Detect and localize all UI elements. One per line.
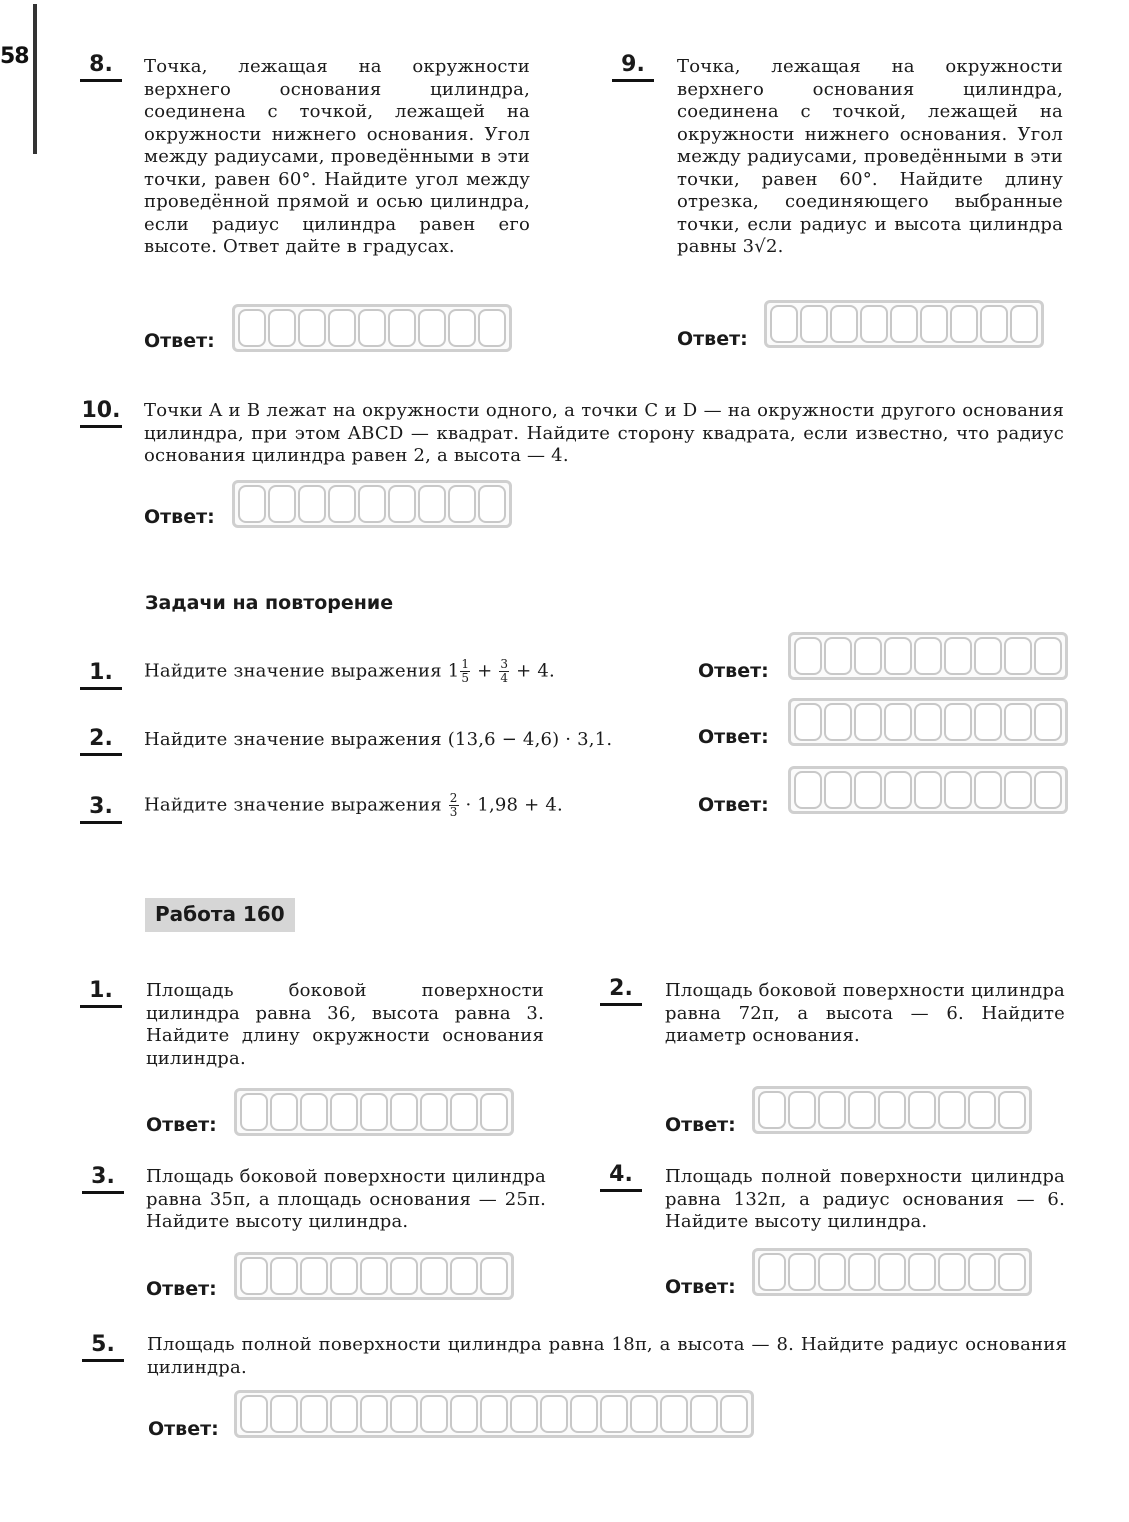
answer-cell[interactable] xyxy=(240,1395,268,1433)
answer-cell[interactable] xyxy=(448,309,476,347)
answer-cell[interactable] xyxy=(298,309,326,347)
review-prefix: Найдите значение выражения xyxy=(144,794,442,816)
work-number: 3. xyxy=(91,1164,115,1189)
answer-cell[interactable] xyxy=(330,1093,358,1131)
work-text: Площадь боковой поверхности цилиндра равна 35π, а площадь основания — 25π. Найдите высоту цилиндра. xyxy=(146,1166,546,1232)
answer-cell[interactable] xyxy=(300,1257,328,1295)
answer-cell[interactable] xyxy=(298,485,326,523)
answer-label: Ответ: xyxy=(146,1278,217,1300)
answer-cell[interactable] xyxy=(944,703,972,741)
answer-cell[interactable] xyxy=(360,1257,388,1295)
answer-label: Ответ: xyxy=(144,506,215,528)
answer-cell[interactable] xyxy=(480,1395,508,1433)
work-number: 1. xyxy=(89,978,113,1003)
answer-cell[interactable] xyxy=(800,305,828,343)
answer-cell[interactable] xyxy=(328,309,356,347)
answer-label: Ответ: xyxy=(665,1276,736,1298)
answer-cell[interactable] xyxy=(824,637,852,675)
answer-cell[interactable] xyxy=(358,485,386,523)
plus-sign: + xyxy=(477,660,493,682)
work-number: 2. xyxy=(609,976,633,1001)
answer-cell[interactable] xyxy=(854,637,882,675)
fraction: $\frac{3}{4}$ xyxy=(500,657,509,685)
answer-cell[interactable] xyxy=(1034,637,1062,675)
mixed-whole: 1 xyxy=(447,660,460,682)
task-number-underline xyxy=(82,1191,124,1194)
answer-cell[interactable] xyxy=(480,1093,508,1131)
work-number: 4. xyxy=(609,1162,633,1187)
answer-cell[interactable] xyxy=(860,305,888,343)
work-text: Площадь полной поверхности цилиндра равна 18π, а высота — 8. Найдите радиус основания цилиндра. xyxy=(147,1334,1067,1378)
answer-cells[interactable] xyxy=(234,1088,514,1136)
answer-cell[interactable] xyxy=(998,1253,1026,1291)
answer-cell[interactable] xyxy=(1004,771,1032,809)
answer-label: Ответ: xyxy=(698,660,769,682)
answer-cell[interactable] xyxy=(950,305,978,343)
answer-cell[interactable] xyxy=(824,771,852,809)
review-number: 1. xyxy=(89,660,113,685)
answer-cell[interactable] xyxy=(794,703,822,741)
answer-cell[interactable] xyxy=(974,771,1002,809)
answer-cell[interactable] xyxy=(908,1091,936,1129)
answer-cell[interactable] xyxy=(788,1253,816,1291)
task-number: 9. xyxy=(621,52,645,77)
answer-label: Ответ: xyxy=(146,1114,217,1136)
answer-cell[interactable] xyxy=(268,309,296,347)
answer-cell[interactable] xyxy=(478,309,506,347)
answer-cell[interactable] xyxy=(450,1093,478,1131)
answer-cells[interactable] xyxy=(764,300,1044,348)
answer-cell[interactable] xyxy=(270,1257,298,1295)
task-number-underline xyxy=(80,79,122,82)
answer-cell[interactable] xyxy=(240,1093,268,1131)
answer-label: Ответ: xyxy=(148,1418,219,1440)
task-number: 10. xyxy=(81,398,121,423)
answer-cell[interactable] xyxy=(328,485,356,523)
work-text: Площадь полной поверхности цилиндра равна 132π, а радиус основания — 6. Найдите высоту цилиндра. xyxy=(665,1166,1065,1232)
answer-cell[interactable] xyxy=(360,1395,388,1433)
answer-cell[interactable] xyxy=(944,637,972,675)
answer-cell[interactable] xyxy=(848,1253,876,1291)
answer-cell[interactable] xyxy=(884,703,912,741)
answer-label: Ответ: xyxy=(698,726,769,748)
task-number-underline xyxy=(80,821,122,824)
review-prefix: Найдите значение выражения xyxy=(144,660,442,682)
review-text xyxy=(144,792,563,819)
fraction: $\frac{2}{3}$ xyxy=(449,791,458,819)
answer-cell[interactable] xyxy=(974,703,1002,741)
answer-cell[interactable] xyxy=(1034,771,1062,809)
answer-cells[interactable] xyxy=(788,698,1068,746)
task-number-underline xyxy=(82,1359,124,1362)
task-number-underline xyxy=(80,687,122,690)
answer-label: Ответ: xyxy=(665,1114,736,1136)
answer-cell[interactable] xyxy=(418,309,446,347)
answer-cell[interactable] xyxy=(968,1253,996,1291)
task-text: Точка, лежащая на окружности верхнего основания цилиндра, соединена с точкой, лежащей на окружности нижнего основания. Угол между радиусами, проведёнными в эти точки, равен 60°. Найдите длину отрезка, соединяющего выбранные точки, если радиус и высота цилиндра равны 3√2. xyxy=(677,56,1063,257)
task-number-underline xyxy=(600,1189,642,1192)
answer-cell[interactable] xyxy=(830,305,858,343)
review-number: 3. xyxy=(89,794,113,819)
answer-cell[interactable] xyxy=(448,485,476,523)
answer-cell[interactable] xyxy=(818,1253,846,1291)
task-number-underline xyxy=(80,753,122,756)
answer-cell[interactable] xyxy=(818,1091,846,1129)
task-number-underline xyxy=(80,1005,122,1008)
answer-cells[interactable] xyxy=(232,480,512,528)
answer-cell[interactable] xyxy=(1010,305,1038,343)
answer-cell[interactable] xyxy=(998,1091,1026,1129)
answer-cell[interactable] xyxy=(944,771,972,809)
answer-label: Ответ: xyxy=(677,328,748,350)
answer-cell[interactable] xyxy=(854,771,882,809)
task-number-underline xyxy=(612,79,654,82)
answer-cell[interactable] xyxy=(478,485,506,523)
answer-cell[interactable] xyxy=(794,637,822,675)
answer-cell[interactable] xyxy=(418,485,446,523)
answer-cell[interactable] xyxy=(660,1395,688,1433)
answer-cell[interactable] xyxy=(920,305,948,343)
answer-cell[interactable] xyxy=(480,1257,508,1295)
answer-cells[interactable] xyxy=(232,304,512,352)
answer-cell[interactable] xyxy=(968,1091,996,1129)
answer-cell[interactable] xyxy=(330,1395,358,1433)
answer-cell[interactable] xyxy=(420,1257,448,1295)
answer-cell[interactable] xyxy=(420,1395,448,1433)
answer-cell[interactable] xyxy=(848,1091,876,1129)
answer-cell[interactable] xyxy=(1004,703,1032,741)
answer-cell[interactable] xyxy=(720,1395,748,1433)
section-title: Задачи на повторение xyxy=(145,592,394,614)
answer-cell[interactable] xyxy=(878,1253,906,1291)
answer-cell[interactable] xyxy=(358,309,386,347)
answer-cell[interactable] xyxy=(240,1257,268,1295)
answer-cell[interactable] xyxy=(388,485,416,523)
answer-cell[interactable] xyxy=(450,1395,478,1433)
answer-cell[interactable] xyxy=(884,637,912,675)
answer-cell[interactable] xyxy=(270,1093,298,1131)
task-text: Точки A и B лежат на окружности одного, а точки C и D — на окружности другого основания цилиндра, при этом ABCD — квадрат. Найдите сторону квадрата, если известно, что радиус основания цилиндра равен 2, а высота — 4. xyxy=(144,400,1064,466)
answer-cell[interactable] xyxy=(890,305,918,343)
answer-cell[interactable] xyxy=(908,1253,936,1291)
answer-cell[interactable] xyxy=(540,1395,568,1433)
answer-cell[interactable] xyxy=(824,703,852,741)
answer-cell[interactable] xyxy=(854,703,882,741)
answer-cells[interactable] xyxy=(752,1086,1032,1134)
answer-cell[interactable] xyxy=(690,1395,718,1433)
answer-cell[interactable] xyxy=(388,309,416,347)
answer-cell[interactable] xyxy=(300,1093,328,1131)
answer-cell[interactable] xyxy=(390,1093,418,1131)
work-title: Работа 160 xyxy=(145,898,295,932)
answer-cell[interactable] xyxy=(300,1395,328,1433)
review-text xyxy=(144,658,555,685)
review-tail: + 4. xyxy=(516,660,555,682)
answer-cell[interactable] xyxy=(390,1257,418,1295)
answer-cell[interactable] xyxy=(360,1093,388,1131)
answer-cells[interactable] xyxy=(788,766,1068,814)
task-text: Точка, лежащая на окружности верхнего основания цилиндра, соединена с точкой, лежащей на окружности нижнего основания. Угол между радиусами, проведёнными в эти точки, равен 60°. Найдите угол между проведённой прямой и осью цилиндра, если радиус цилиндра равен его высоте. Ответ дайте в градусах. xyxy=(144,56,530,257)
task-number-underline xyxy=(600,1003,642,1006)
review-text: Найдите значение выражения (13,6 − 4,6) · 3,1. xyxy=(144,729,613,750)
answer-cell[interactable] xyxy=(630,1395,658,1433)
answer-label: Ответ: xyxy=(698,794,769,816)
answer-cell[interactable] xyxy=(938,1091,966,1129)
answer-cell[interactable] xyxy=(938,1253,966,1291)
answer-cell[interactable] xyxy=(268,485,296,523)
answer-cell[interactable] xyxy=(980,305,1008,343)
answer-cell[interactable] xyxy=(238,485,266,523)
answer-cell[interactable] xyxy=(270,1395,298,1433)
review-tail: · 1,98 + 4. xyxy=(465,794,563,816)
margin-bar xyxy=(33,4,37,154)
answer-cells[interactable] xyxy=(234,1390,754,1438)
answer-cell[interactable] xyxy=(330,1257,358,1295)
fraction: $\frac{1}{5}$ xyxy=(461,657,470,685)
answer-cell[interactable] xyxy=(770,305,798,343)
answer-cell[interactable] xyxy=(570,1395,598,1433)
answer-cell[interactable] xyxy=(600,1395,628,1433)
answer-cells[interactable] xyxy=(234,1252,514,1300)
answer-cell[interactable] xyxy=(788,1091,816,1129)
answer-cell[interactable] xyxy=(914,771,942,809)
answer-cell[interactable] xyxy=(884,771,912,809)
answer-cell[interactable] xyxy=(450,1257,478,1295)
answer-cell[interactable] xyxy=(390,1395,418,1433)
answer-cell[interactable] xyxy=(238,309,266,347)
task-number: 8. xyxy=(89,52,113,77)
answer-label: Ответ: xyxy=(144,330,215,352)
answer-cells[interactable] xyxy=(752,1248,1032,1296)
answer-cell[interactable] xyxy=(794,771,822,809)
answer-cell[interactable] xyxy=(1004,637,1032,675)
answer-cell[interactable] xyxy=(914,637,942,675)
page-number: 58 xyxy=(0,44,29,69)
task-number-underline xyxy=(80,425,122,428)
answer-cell[interactable] xyxy=(510,1395,538,1433)
review-number: 2. xyxy=(89,726,113,751)
answer-cells[interactable] xyxy=(788,632,1068,680)
answer-cell[interactable] xyxy=(878,1091,906,1129)
answer-cell[interactable] xyxy=(914,703,942,741)
work-text: Площадь боковой поверхности цилиндра равна 36, высота равна 3. Найдите длину окружности основания цилиндра. xyxy=(146,980,544,1069)
answer-cell[interactable] xyxy=(758,1253,786,1291)
work-text: Площадь боковой поверхности цилиндра равна 72π, а высота — 6. Найдите диаметр основания. xyxy=(665,980,1065,1046)
answer-cell[interactable] xyxy=(974,637,1002,675)
answer-cell[interactable] xyxy=(420,1093,448,1131)
answer-cell[interactable] xyxy=(1034,703,1062,741)
answer-cell[interactable] xyxy=(758,1091,786,1129)
work-number: 5. xyxy=(91,1332,115,1357)
